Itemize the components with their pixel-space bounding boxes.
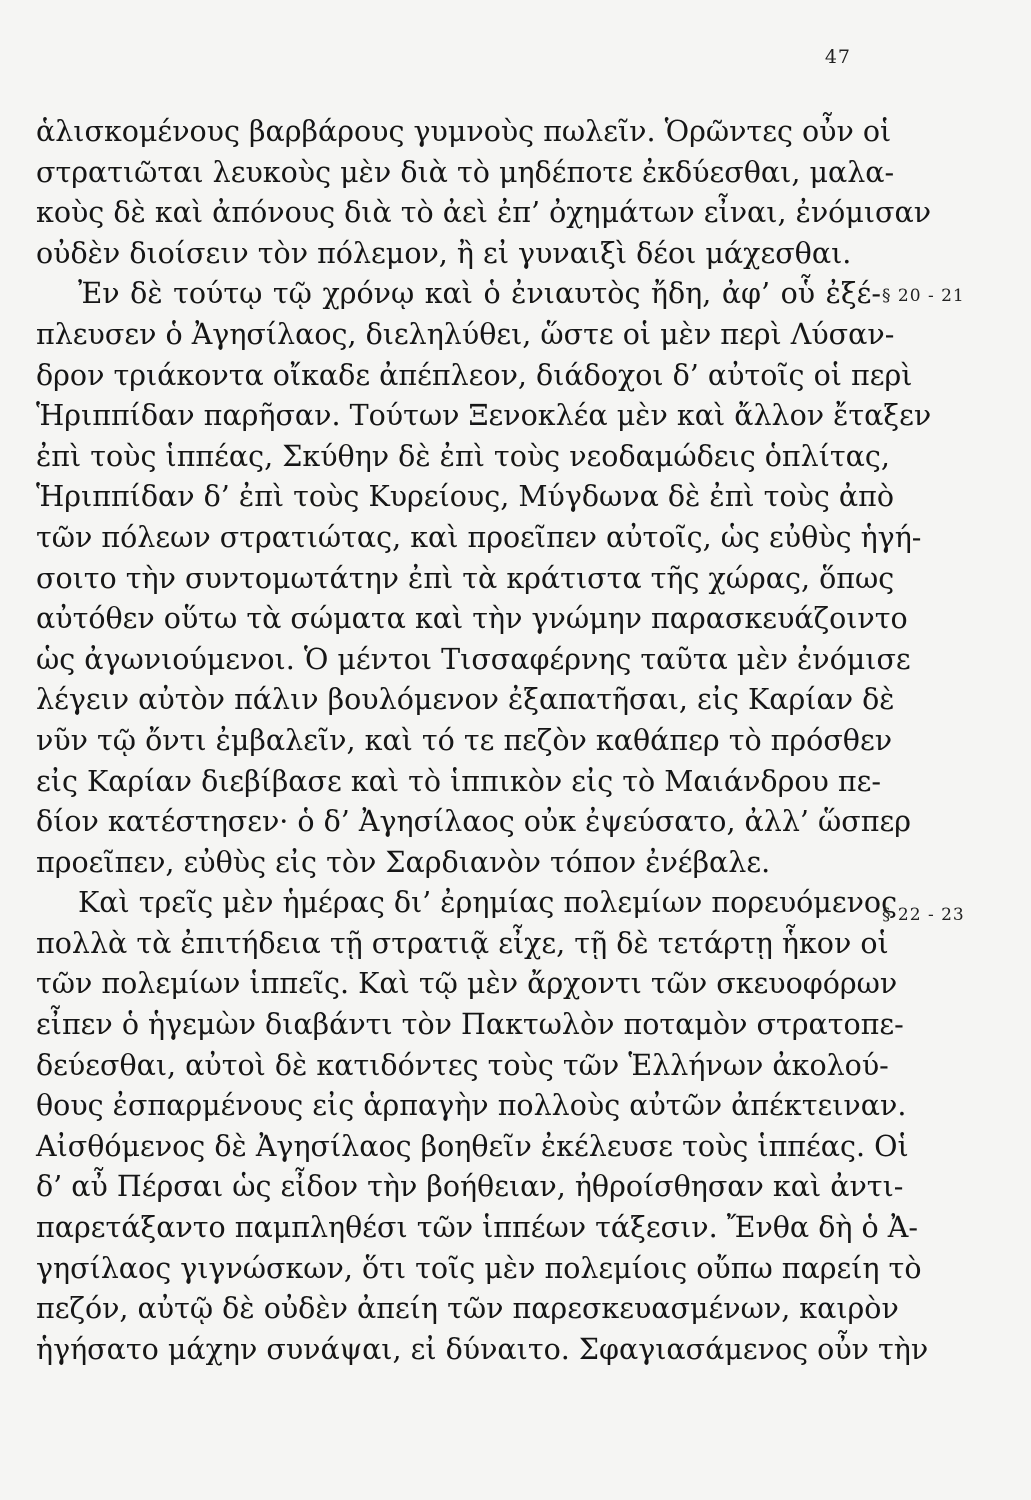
section-reference-note: § 22 - 23	[882, 905, 965, 925]
section-reference-note: § 20 - 21	[882, 286, 965, 306]
text-line: γησίλαος γιγνώσκων, ὅτι τοῖς μὲν πολεμίοις οὔπω παρείη τὸ	[36, 1251, 922, 1285]
text-line: ἡγήσατο μάχην συνάψαι, εἰ δύναιτο. Σφαγιασάμενος οὖν τὴν	[36, 1332, 929, 1366]
text-line: νῦν τῷ ὄντι ἐμβαλεῖν, καὶ τό τε πεζὸν καθάπερ τὸ πρόσθεν	[36, 723, 893, 757]
text-line: αὐτόθεν οὕτω τὰ σώματα καὶ τὴν γνώμην παρασκευάζοιντο	[36, 602, 908, 636]
text-line: κοὺς δὲ καὶ ἀπόνους διὰ τὸ ἀεὶ ἐπ’ ὀχημάτων εἶναι, ἐνόμισαν	[36, 196, 932, 230]
text-line: θους ἐσπαρμένους εἰς ἁρπαγὴν πολλοὺς αὐτῶν ἀπέκτειναν.	[36, 1089, 907, 1123]
text-line: εἰς Καρίαν διεβίβασε καὶ τὸ ἱππικὸν εἰς τὸ Μαιάνδρου πε-	[36, 764, 881, 798]
paragraph-start-line: Καὶ τρεῖς μὲν ἡμέρας δι’ ἐρημίας πολεμίων πορευόμενος	[78, 886, 898, 920]
text-line: τῶν πόλεων στρατιώτας, καὶ προεῖπεν αὐτοῖς, ὡς εὐθὺς ἡγή-	[36, 520, 922, 554]
text-line: λέγειν αὐτὸν πάλιν βουλόμενον ἐξαπατῆσαι, εἰς Καρίαν δὲ	[36, 683, 895, 717]
page-number: 47	[824, 46, 851, 68]
text-line: στρατιῶται λευκοὺς μὲν διὰ τὸ μηδέποτε ἐκδύεσθαι, μαλα-	[36, 155, 895, 189]
text-line: δρον τριάκοντα οἴκαδε ἀπέπλεον, διάδοχοι δ’ αὐτοῖς οἱ περὶ	[36, 358, 913, 392]
text-line: πολλὰ τὰ ἐπιτήδεια τῇ στρατιᾷ εἶχε, τῇ δὲ τετάρτῃ ἧκον οἱ	[36, 926, 889, 960]
text-line: πλευσεν ὁ Ἀγησίλαος, διεληλύθει, ὥστε οἱ μὲν περὶ Λύσαν-	[36, 317, 895, 351]
text-line: ἐπὶ τοὺς ἱππέας, Σκύθην δὲ ἐπὶ τοὺς νεοδαμώδεις ὁπλίτας,	[36, 439, 890, 473]
text-line: προεῖπεν, εὐθὺς εἰς τὸν Σαρδιανὸν τόπον ἐνέβαλε.	[36, 845, 771, 879]
text-line: ἁλισκομένους βαρβάρους γυμνοὺς πωλεῖν. Ὁρῶντες οὖν οἱ	[36, 115, 892, 148]
text-line: Ἡριππίδαν δ’ ἐπὶ τοὺς Κυρείους, Μύγδωνα δὲ ἐπὶ τοὺς ἀπὸ	[36, 480, 895, 514]
text-line: εἶπεν ὁ ἡγεμὼν διαβάντι τὸν Πακτωλὸν ποταμὸν στρατοπε-	[36, 1008, 904, 1042]
text-line: πεζόν, αὐτῷ δὲ οὐδὲν ἀπείη τῶν παρεσκευασμένων, καιρὸν	[36, 1292, 899, 1326]
text-line: σοιτο τὴν συντομωτάτην ἐπὶ τὰ κράτιστα τῆς χώρας, ὅπως	[36, 561, 895, 595]
text-line: Ἡριππίδαν παρῆσαν. Τούτων Ξενοκλέα μὲν καὶ ἄλλον ἔταξεν	[36, 399, 932, 433]
text-line: ὡς ἀγωνιούμενοι. Ὁ μέντοι Τισσαφέρνης ταῦτα μὲν ἐνόμισε	[36, 642, 911, 676]
paragraph-start-line: Ἐν δὲ τούτῳ τῷ χρόνῳ καὶ ὁ ἐνιαυτὸς ἤδη, ἀφ’ οὗ ἐξέ-	[78, 277, 881, 311]
text-line: δεύεσθαι, αὐτοὶ δὲ κατιδόντες τοὺς τῶν Ἑλλήνων ἀκολού-	[36, 1048, 889, 1082]
text-line: παρετάξαντο παμπληθέσι τῶν ἱππέων τάξεσιν. Ἔνθα δὴ ὁ Ἀ-	[36, 1211, 918, 1245]
text-line: Αἰσθόμενος δὲ Ἀγησίλαος βοηθεῖν ἐκέλευσε τοὺς ἱππέας. Οἱ	[36, 1129, 909, 1163]
text-line: δ’ αὖ Πέρσαι ὡς εἶδον τὴν βοήθειαν, ἠθροίσθησαν καὶ ἀντι-	[36, 1170, 904, 1204]
text-line: οὐδὲν διοίσειν τὸν πόλεμον, ἢ εἰ γυναιξὶ δέοι μάχεσθαι.	[36, 236, 852, 270]
text-line: δίον κατέστησεν· ὁ δ’ Ἀγησίλαος οὐκ ἐψεύσατο, ἀλλ’ ὥσπερ	[36, 805, 911, 839]
text-line: τῶν πολεμίων ἱππεῖς. Καὶ τῷ μὲν ἄρχοντι τῶν σκευοφόρων	[36, 967, 898, 1001]
